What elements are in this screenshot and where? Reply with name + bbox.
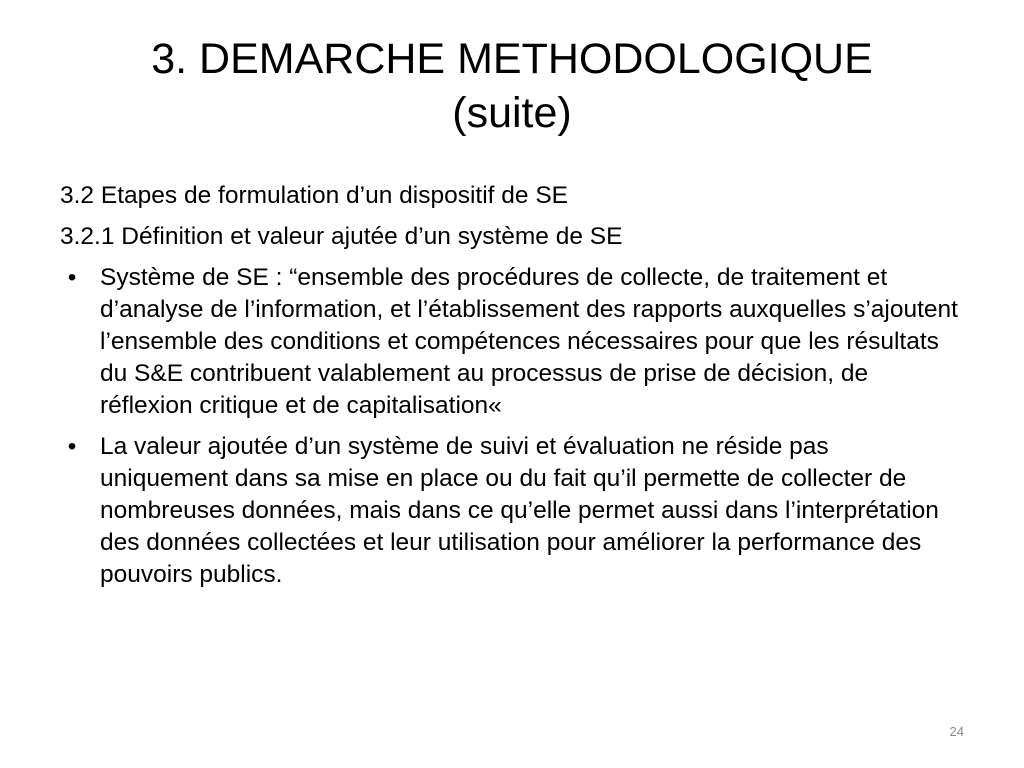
- bullet-item: [60, 431, 960, 591]
- subsection-heading: 3.2.1 Définition et valeur ajutée d’un système de SE: [60, 223, 623, 250]
- slide-title: [60, 32, 964, 140]
- section-heading: 3.2 Etapes de formulation d’un dispositif de SE: [60, 182, 569, 209]
- bullet-text: Système de SE : “ensemble des procédures de collecte, de traitement et d’analyse de l’information, et l’établissement des rapports auxquelles s’ajoutent l’ensemble des conditions et compétences nécessaires pour que les résultats du S&E contribuent valablement au processus de prise de décision, de réflexion critique et de capitalisation«: [100, 264, 958, 419]
- title-line-1: 3. DEMARCHE METHODOLOGIQUE: [151, 35, 873, 83]
- page-number: 24: [949, 724, 964, 739]
- title-line-2: (suite): [452, 89, 572, 137]
- bullet-item: [60, 262, 960, 422]
- bullet-text: La valeur ajoutée d’un système de suivi et évaluation ne réside pas uniquement dans sa mise en place ou du fait qu’il permette de collecter de nombreuses données, mais dans ce qu’elle permet aussi dans l’interprétation des données collectées et leur utilisation pour améliorer la performance des pouvoirs publics.: [100, 433, 939, 588]
- bullet-icon: •: [67, 264, 77, 291]
- slide-body: [60, 180, 960, 600]
- bullet-icon: •: [67, 433, 77, 460]
